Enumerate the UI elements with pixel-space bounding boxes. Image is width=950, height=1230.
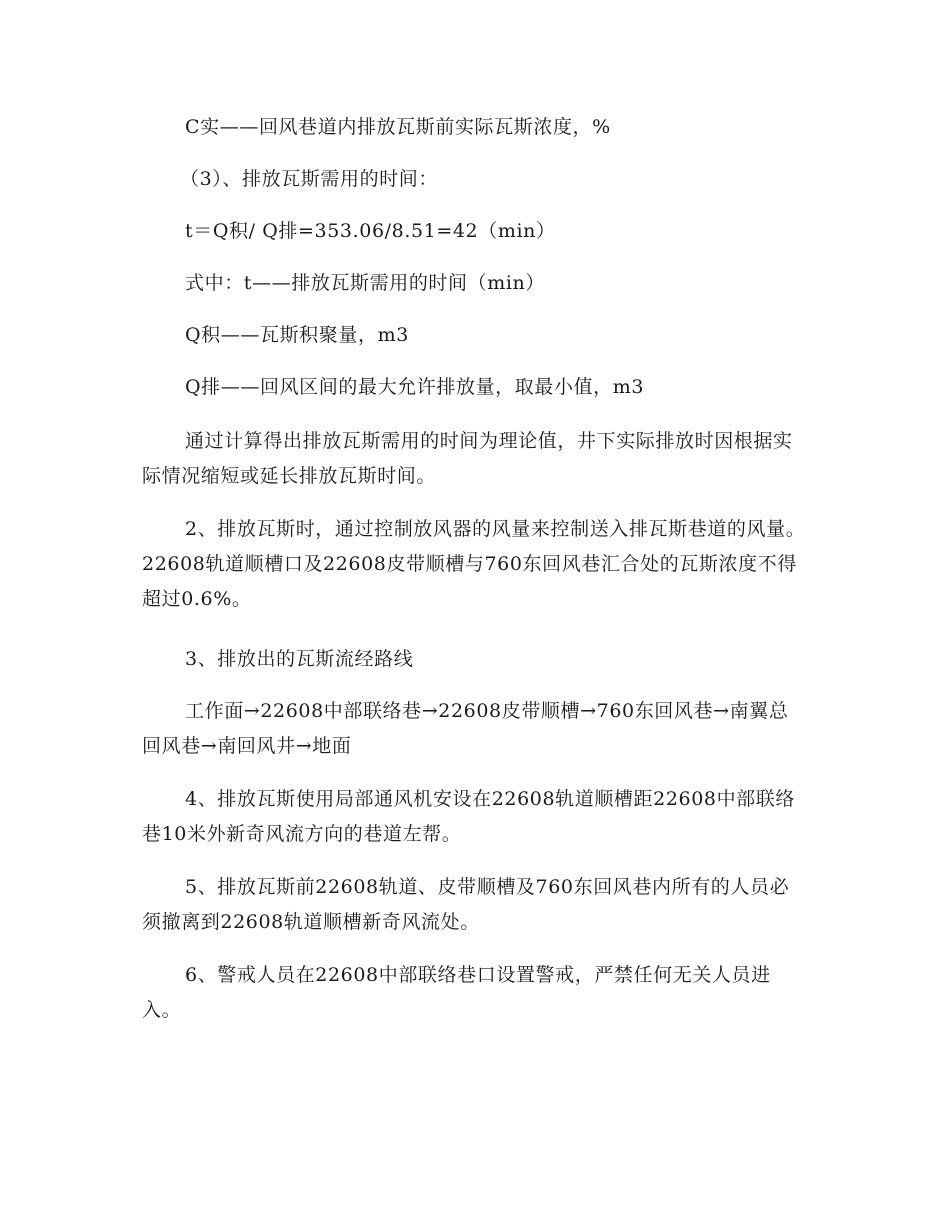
- item-4-paragraph: 4、排放瓦斯使用局部通风机安设在22608轨道顺槽距22608中部联络巷10米外新奇风流方向的巷道左帮。: [142, 788, 795, 845]
- item-5-paragraph: 5、排放瓦斯前22608轨道、皮带顺槽及760东回风巷内所有的人员必须撤离到22608轨道顺槽新奇风流处。: [142, 876, 790, 933]
- item-6-paragraph: 6、警戒人员在22608中部联络巷口设置警戒，严禁任何无关人员进入。: [142, 964, 771, 1021]
- variable-t-definition: 式中：t——排放瓦斯需用的时间（min）: [185, 272, 545, 294]
- variable-q-pai-definition: Q排——回风区间的最大允许排放量，取最小值，m3: [185, 376, 645, 398]
- gas-route-paragraph: 工作面→22608中部联络巷→22608皮带顺槽→760东回风巷→南翼总回风巷→南回风井→地面: [142, 700, 789, 757]
- calculation-note-paragraph: 通过计算得出排放瓦斯需用的时间为理论值，井下实际排放时因根据实际情况缩短或延长排放瓦斯时间。: [142, 430, 793, 487]
- c-real-definition: C实——回风巷道内排放瓦斯前实际瓦斯浓度，%: [185, 116, 611, 138]
- variable-q-ji-definition: Q积——瓦斯积聚量，m3: [185, 324, 409, 346]
- item-2-paragraph: 2、排放瓦斯时，通过控制放风器的风量来控制送入排瓦斯巷道的风量。22608轨道顺槽口及22608皮带顺槽与760东回风巷汇合处的瓦斯浓度不得超过0.6%。: [142, 518, 806, 610]
- formula-line: t＝Q积/ Q排=353.06/8.51=42（min）: [185, 220, 556, 242]
- section-heading-3: （3）、排放瓦斯需用的时间：: [180, 168, 438, 190]
- item-3-title: 3、排放出的瓦斯流经路线: [185, 648, 414, 670]
